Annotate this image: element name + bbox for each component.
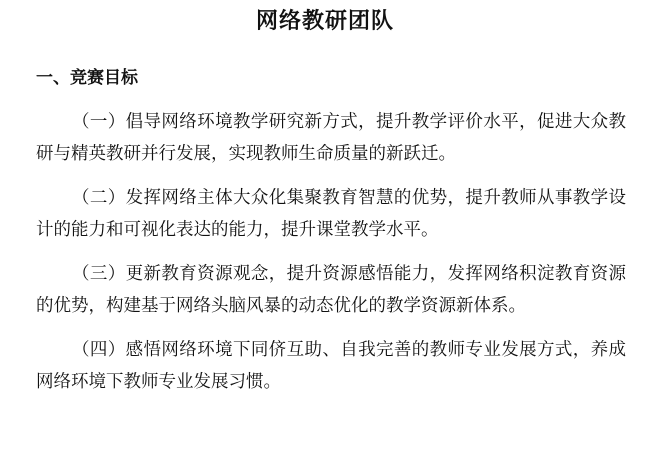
section-heading: 一、竞赛目标 <box>36 68 138 88</box>
paragraph-goal-2: （二）发挥网络主体大众化集聚教育智慧的优势，提升教师从事教学设计的能力和可视化表达的能力，提升课堂教学水平。 <box>36 188 626 240</box>
paragraph-goal-4: （四）感悟网络环境下同侪互助、自我完善的教师专业发展方式，养成网络环境下教师专业发展习惯。 <box>36 340 626 392</box>
document-body <box>36 106 626 398</box>
paragraph-goal-1: （一）倡导网络环境教学研究新方式，提升教学评价水平，促进大众教研与精英教研并行发展，实现教师生命质量的新跃迁。 <box>36 112 626 164</box>
document-title: 网络教研团队 <box>255 8 394 34</box>
paragraph-goal-3: （三）更新教育资源观念，提升资源感悟能力，发挥网络积淀教育资源的优势，构建基于网络头脑风暴的动态优化的教学资源新体系。 <box>36 264 626 316</box>
